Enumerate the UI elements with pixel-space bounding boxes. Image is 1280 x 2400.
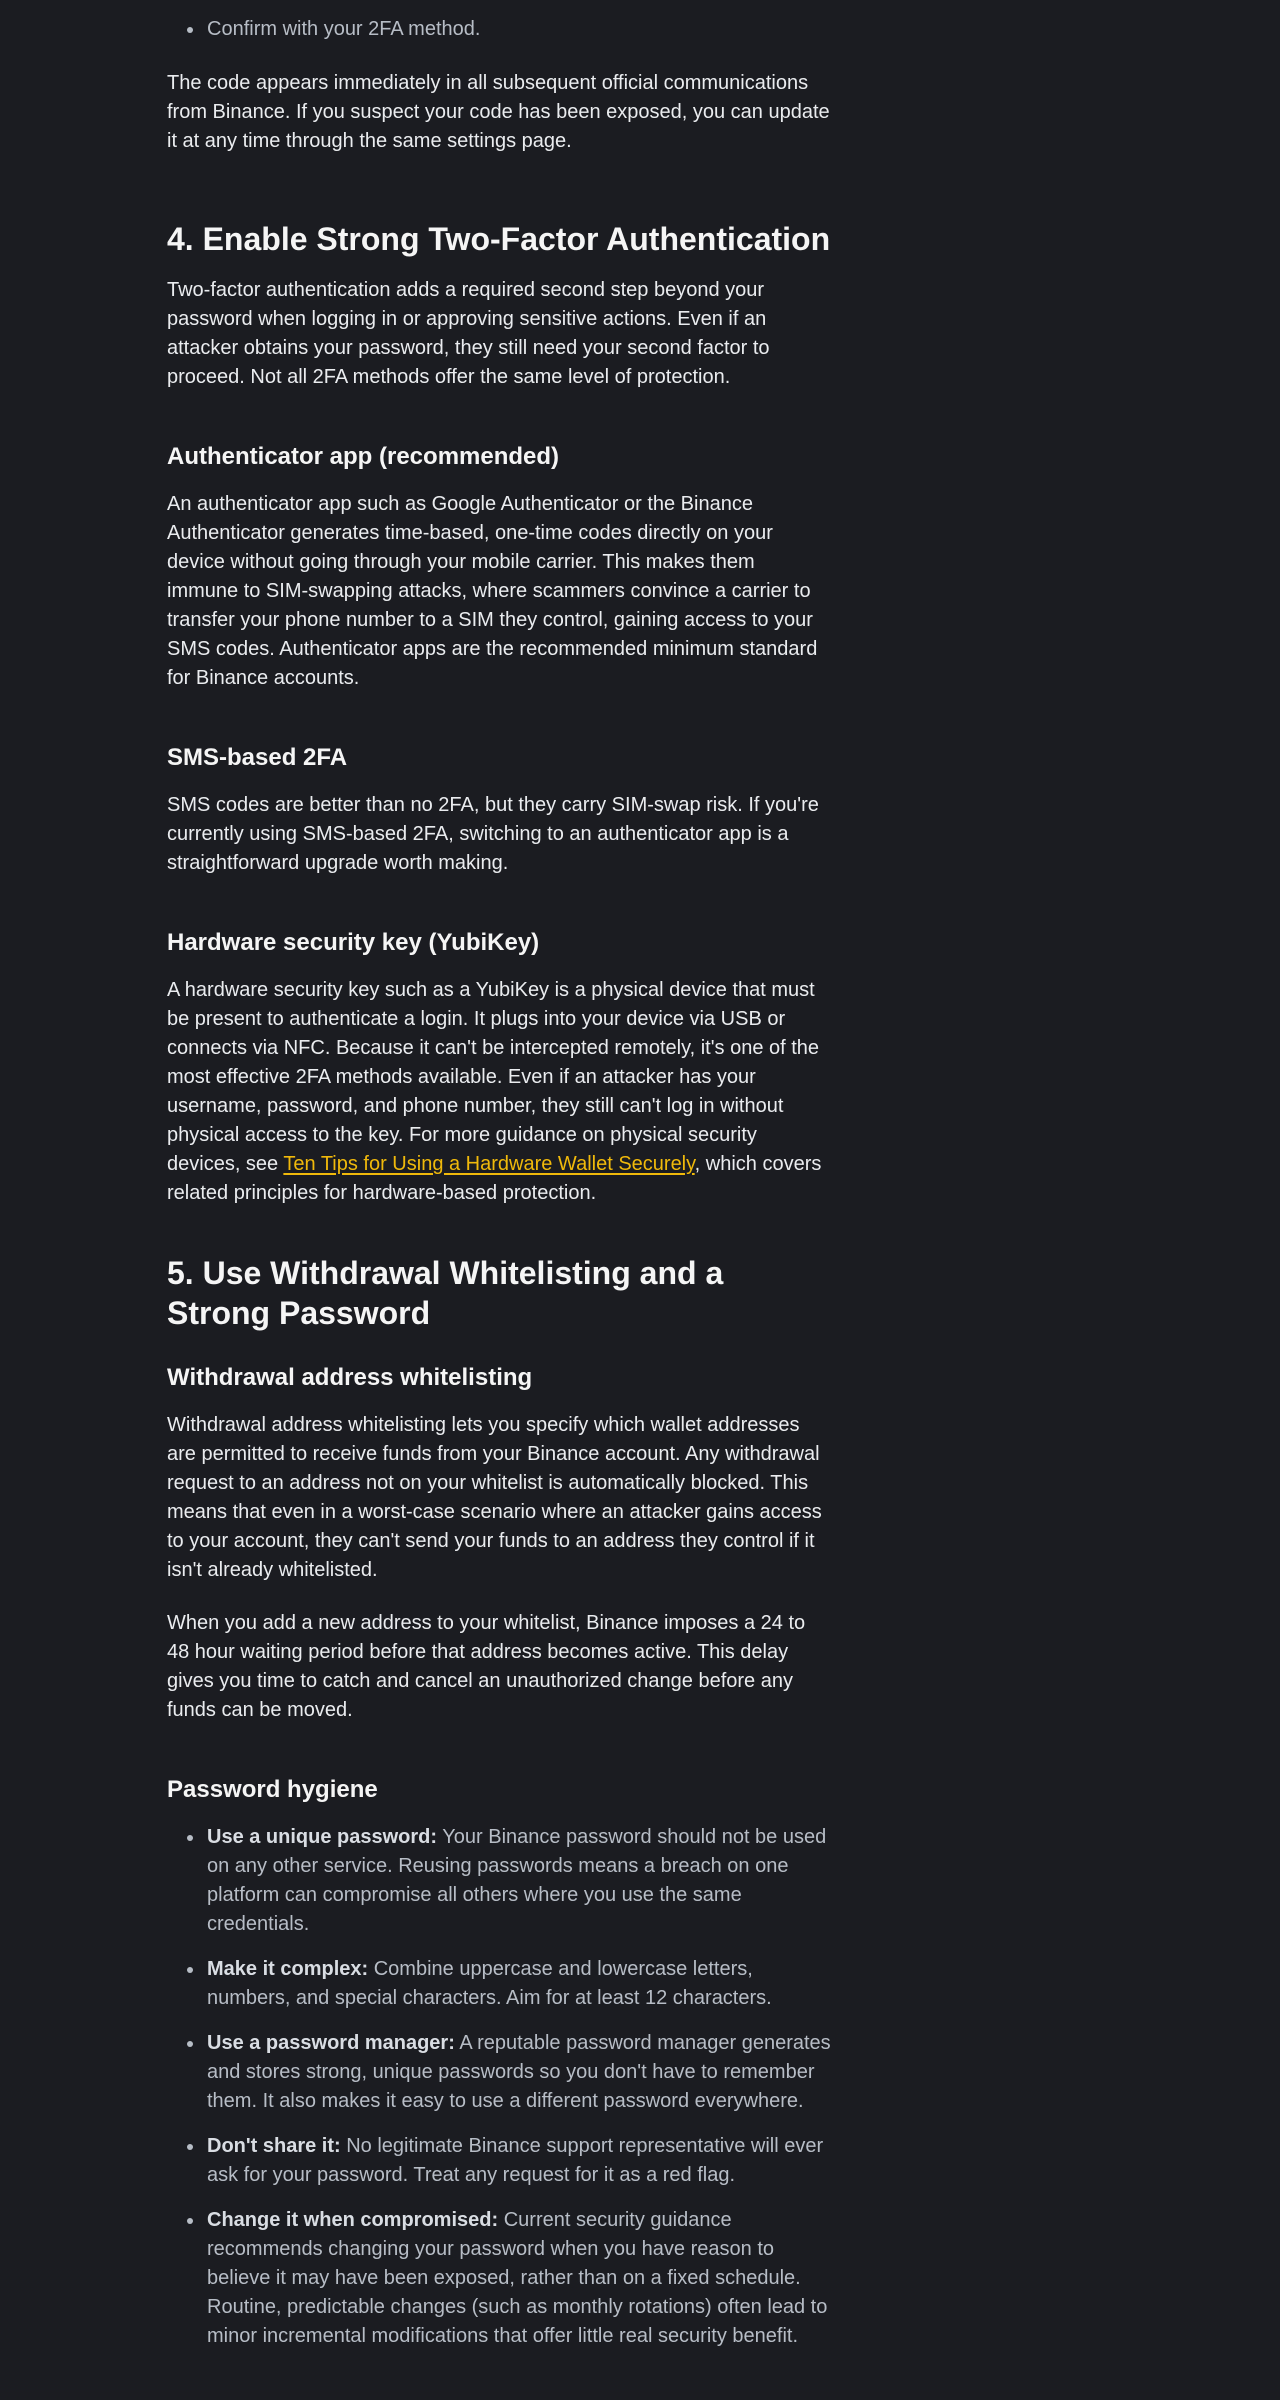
list-item-text: Combine uppercase and lowercase letters, numbers, and special characters. Aim for at least 12 characters.: [207, 1958, 772, 2009]
paragraph: The code appears immediately in all subsequent official communications from Binance. If you suspect your code has been exposed, you can update it at any time through the same settings page.: [167, 72, 830, 152]
list-item-text: Your Binance password should not be used on any other service. Reusing passwords means a breach on one platform can compromise all others where you use the same credentials.: [207, 1826, 827, 1935]
list-item-text: Current security guidance recommends changing your password when you have reason to believe it may have been exposed, rather than on a fixed schedule. Routine, predictable changes (such as monthly rotations) often lead to minor incremental modifications that offer little real security benefit.: [207, 2209, 828, 2347]
section-heading-whitelisting: 5. Use Withdrawal Whitelisting and a Strong Password: [167, 1255, 724, 1331]
paragraph-text: A hardware security key such as a YubiKey is a physical device that must be present to authenticate a login. It plugs into your device via USB or connects via NFC. Because it can't be intercepted remotely, it's one of the most effective 2FA methods available. Even if an attacker has your username, password, and phone number, they still can't log in without physical access to the key. For more guidance on physical security devices, see: [167, 979, 820, 1175]
list-item-text: No legitimate Binance support representative will ever ask for your password. Treat any request for it as a red flag.: [207, 2135, 824, 2186]
list-item-title: Don't share it:: [207, 2135, 341, 2157]
paragraph: An authenticator app such as Google Authenticator or the Binance Authenticator generates time-based, one-time codes directly on your device without going through your mobile carrier. This makes them immune to SIM-swapping attacks, where scammers convince a carrier to transfer your phone number to a SIM they control, gaining access to your SMS codes. Authenticator apps are the recommended minimum standard for Binance accounts.: [167, 493, 818, 689]
list-item-title: Make it complex:: [207, 1958, 369, 1980]
password-tips-list: [167, 1823, 831, 2351]
paragraph: When you add a new address to your whitelist, Binance imposes a 24 to 48 hour waiting period before that address becomes active. This delay gives you time to catch and cancel an unauthorized change before any funds can be moved.: [167, 1612, 806, 1721]
list-item: [207, 2132, 831, 2190]
subheading-password-hygiene: Password hygiene: [167, 1776, 378, 1803]
list-item: [207, 2029, 831, 2116]
article-body: [167, 0, 831, 2351]
paragraph: [167, 976, 831, 1208]
subheading-sms-2fa: SMS-based 2FA: [167, 744, 348, 771]
paragraph: Two-factor authentication adds a required second step beyond your password when logging in or approving sensitive actions. Even if an attacker obtains your password, they still need your second factor to proceed. Not all 2FA methods offer the same level of protection.: [167, 279, 770, 388]
list-item-text: A reputable password manager generates and stores strong, unique passwords so you don't have to remember them. It also makes it easy to use a different password everywhere.: [207, 2032, 831, 2112]
section-heading-2fa: 4. Enable Strong Two-Factor Authentication: [167, 221, 831, 257]
list-item-title: Use a password manager:: [207, 2032, 455, 2054]
subheading-hardware-key: Hardware security key (YubiKey): [167, 929, 540, 956]
list-item: Confirm with your 2FA method.: [207, 15, 831, 44]
hardware-wallet-tips-link[interactable]: Ten Tips for Using a Hardware Wallet Securely: [283, 1153, 695, 1175]
list-item: [207, 1955, 831, 2013]
subheading-whitelisting: Withdrawal address whitelisting: [167, 1364, 533, 1391]
list-item: [207, 1823, 831, 1939]
paragraph: SMS codes are better than no 2FA, but they carry SIM-swap risk. If you're currently using SMS-based 2FA, switching to an authenticator app is a straightforward upgrade worth making.: [167, 794, 819, 874]
paragraph-text: , which covers related principles for hardware-based protection.: [167, 1153, 822, 1204]
subheading-authenticator-app: Authenticator app (recommended): [167, 443, 560, 470]
list-item-title: Change it when compromised:: [207, 2209, 499, 2231]
list-item-title: Use a unique password:: [207, 1826, 438, 1848]
list-item: [207, 2206, 831, 2351]
confirm-steps-list: [167, 15, 831, 44]
paragraph: Withdrawal address whitelisting lets you specify which wallet addresses are permitted to receive funds from your Binance account. Any withdrawal request to an address not on your whitelist is automatically blocked. This means that even in a worst-case scenario where an attacker gains access to your account, they can't send your funds to an address they control if it isn't already whitelisted.: [167, 1414, 822, 1581]
